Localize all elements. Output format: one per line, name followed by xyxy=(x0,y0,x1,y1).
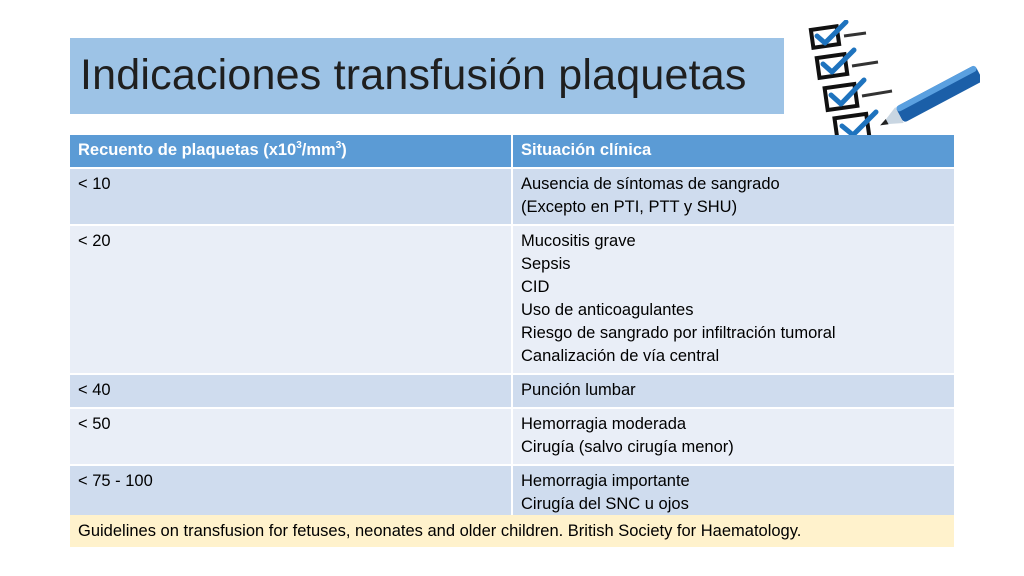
platelet-count-cell: < 20 xyxy=(70,226,513,375)
situation-line: (Excepto en PTI, PTT y SHU) xyxy=(521,198,738,216)
table-row xyxy=(70,375,954,409)
situation-line: Sepsis xyxy=(521,255,571,273)
situation-line: Ausencia de síntomas de sangrado xyxy=(521,175,780,193)
header-platelet-count: Recuento de plaquetas $(x10^3/mm^3)$ xyxy=(70,135,513,169)
table-row xyxy=(70,409,954,466)
clinical-situation-cell xyxy=(513,226,954,375)
situation-line: Hemorragia moderada xyxy=(521,415,687,433)
table-row xyxy=(70,169,954,226)
platelet-count-cell: < 40 xyxy=(70,375,513,409)
platelet-count-cell: < 75 - 100 xyxy=(70,466,513,523)
situation-line: Mucositis grave xyxy=(521,232,636,250)
platelet-count-cell: < 10 xyxy=(70,169,513,226)
slide-title: Indicaciones transfusión plaquetas xyxy=(80,51,747,99)
table-header-row xyxy=(70,135,954,169)
situation-line: Hemorragia importante xyxy=(521,472,690,490)
table-row xyxy=(70,226,954,375)
header-clinical-situation: Situación clínica xyxy=(513,135,954,169)
situation-line: Cirugía (salvo cirugía menor) xyxy=(521,438,734,456)
situation-line: Uso de anticoagulantes xyxy=(521,301,694,319)
title-banner xyxy=(70,38,784,114)
clinical-situation-cell xyxy=(513,169,954,226)
situation-line: Punción lumbar xyxy=(521,381,636,399)
clinical-situation-cell xyxy=(513,375,954,409)
clinical-situation-cell xyxy=(513,409,954,466)
indications-table xyxy=(70,135,954,523)
situation-line: Canalización de vía central xyxy=(521,347,720,365)
situation-line: Riesgo de sangrado por infiltración tumoral xyxy=(521,324,836,342)
situation-line: Cirugía del SNC u ojos xyxy=(521,495,689,513)
source-citation: Guidelines on transfusion for fetuses, neonates and older children. British Society for Haematology. xyxy=(78,522,802,540)
situation-line: CID xyxy=(521,278,550,296)
source-citation-box xyxy=(70,515,954,547)
platelet-count-cell: < 50 xyxy=(70,409,513,466)
checklist-with-pen-icon xyxy=(800,20,980,140)
